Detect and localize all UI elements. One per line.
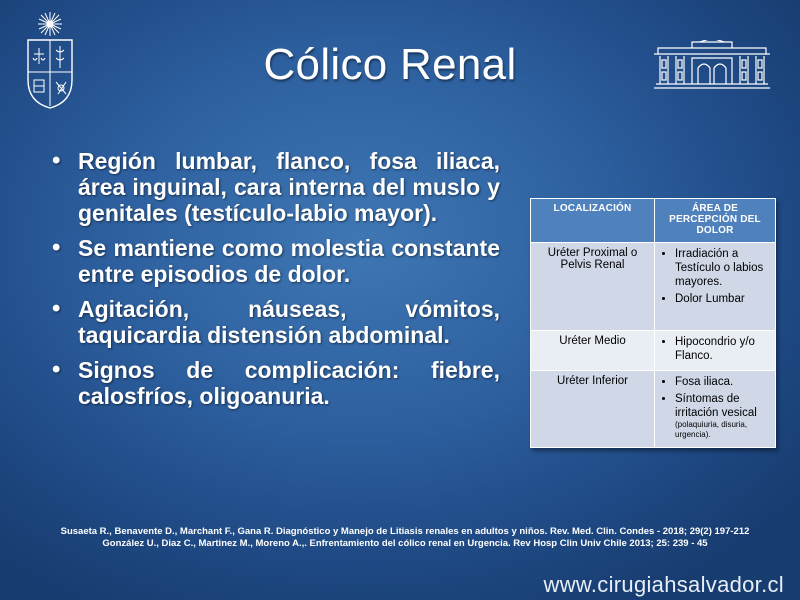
bullet-item: • Signos de complicación: fiebre, calosfríos, oligoanuria. <box>50 357 500 409</box>
slide-title: Cólico Renal <box>263 40 517 89</box>
bullet-item: • Región lumbar, flanco, fosa iliaca, área inguinal, cara interna del muslo y genitales (testículo-labio mayor). <box>50 148 500 226</box>
pain-location-table <box>530 198 776 448</box>
bullet-item: • Se mantiene como molestia constante entre episodios de dolor. <box>50 235 500 287</box>
perception-note: (polaquiuria, disuria, urgencia). <box>675 420 748 439</box>
bullet-list <box>50 148 500 418</box>
bullet-item: • Agitación, náuseas, vómitos, taquicardia distensión abdominal. <box>50 296 500 348</box>
perception-item: • Fosa iliaca. <box>675 375 771 389</box>
website-url: www.cirugiahsalvador.cl <box>543 572 784 597</box>
table-row <box>531 371 775 448</box>
perception-cell <box>655 243 776 331</box>
table-row <box>531 243 775 331</box>
reference-line: Susaeta R., Benavente D., Marchant F., Gana R. Diagnóstico y Manejo de Litiasis renales en adultos y niños. Rev. Med. Clin. Condes - 2018; 29(2) 197-212 <box>60 526 750 537</box>
perception-item <box>675 392 771 440</box>
perception-item: • Irradiación a Testículo o labios mayores. <box>675 247 771 289</box>
perception-item: • Dolor Lumbar <box>675 292 771 306</box>
reference-line: González U., Diaz C., Martinez M., Moreno A.,. Enfrentamiento del cólico renal en Urgencia. Rev Hosp Clin Univ Chile 2013; 25: 239 - 45 <box>102 538 708 549</box>
header-localizacion: LOCALIZACIÓN <box>531 199 655 243</box>
perception-cell <box>655 371 776 448</box>
perception-item-text: Síntomas de irritación vesical <box>675 393 757 419</box>
header-area-percepcion: ÁREA DE PERCEPCIÓN DEL DOLOR <box>655 199 776 243</box>
perception-item: • Hipocondrio y/o Flanco. <box>675 335 771 363</box>
references <box>60 526 750 550</box>
location-cell: Uréter Proximal o Pelvis Renal <box>531 243 655 331</box>
location-cell: Uréter Medio <box>531 331 655 371</box>
location-cell: Uréter Inferior <box>531 371 655 448</box>
perception-cell <box>655 331 776 371</box>
table-row <box>531 331 775 371</box>
